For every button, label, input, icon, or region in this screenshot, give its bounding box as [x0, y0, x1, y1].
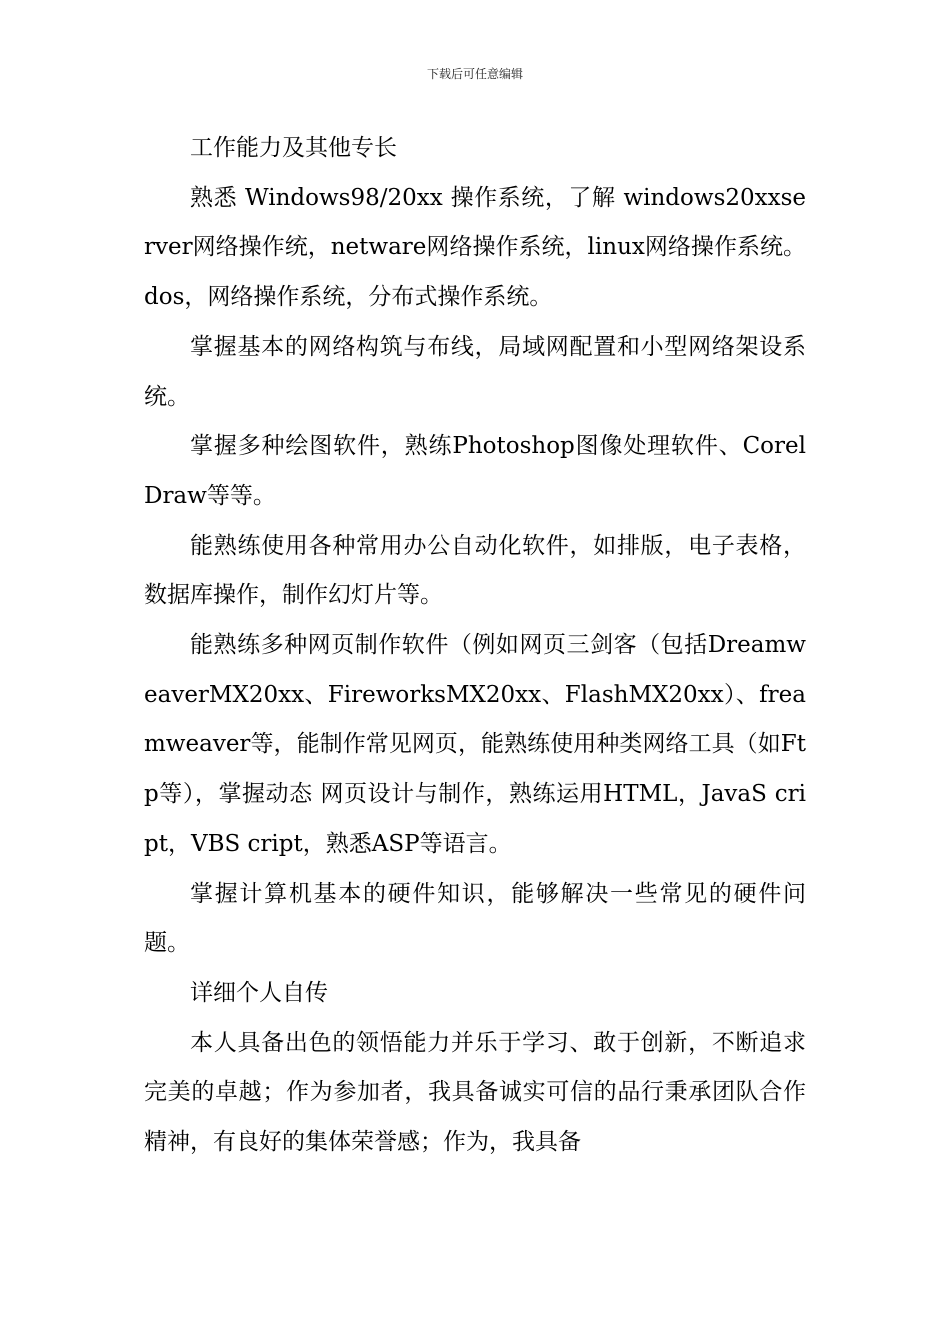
paragraph-os: 熟悉 Windows98/20xx 操作系统，了解 windows20xxserver网络操作统，netware网络操作系统，linux网络操作系统。dos，网络操作系统，分布式操作系统。 [144, 184, 806, 311]
paragraph-autobiography: 本人具备出色的领悟能力并乐于学习、敢于创新，不断追求完美的卓越；作为参加者，我具备诚实可信的品行秉承团队合作精神，有良好的集体荣誉感；作为，我具备 [144, 1029, 806, 1156]
paragraph-office: 能熟练使用各种常用办公自动化软件，如排版，电子表格，数据库操作，制作幻灯片等。 [144, 532, 806, 609]
paragraph-network: 掌握基本的网络构筑与布线，局域网配置和小型网络架设系统。 [144, 333, 806, 410]
paragraph-hardware: 掌握计算机基本的硬件知识，能够解决一些常见的硬件问题。 [144, 880, 806, 957]
document-body [144, 124, 806, 1168]
page-header: 下载后可任意编辑 [426, 67, 523, 81]
paragraph-graphics: 掌握多种绘图软件，熟练Photoshop图像处理软件、CorelDraw等等。 [144, 433, 806, 509]
section-heading-skills: 工作能力及其他专长 [190, 135, 397, 161]
section-heading-autobiography: 详细个人自传 [190, 979, 328, 1006]
paragraph-web: 能熟练多种网页制作软件（例如网页三剑客（包括DreamweaverMX20xx、FireworksMX20xx、FlashMX20xx）、freamweaver等，能制作常见网页，能熟练使用种类网络工具（如Ftp等），掌握动态 网页设计与制作，熟练运用HTML，JavaS cript，VBS cript，熟悉ASP等语言。 [144, 632, 806, 857]
